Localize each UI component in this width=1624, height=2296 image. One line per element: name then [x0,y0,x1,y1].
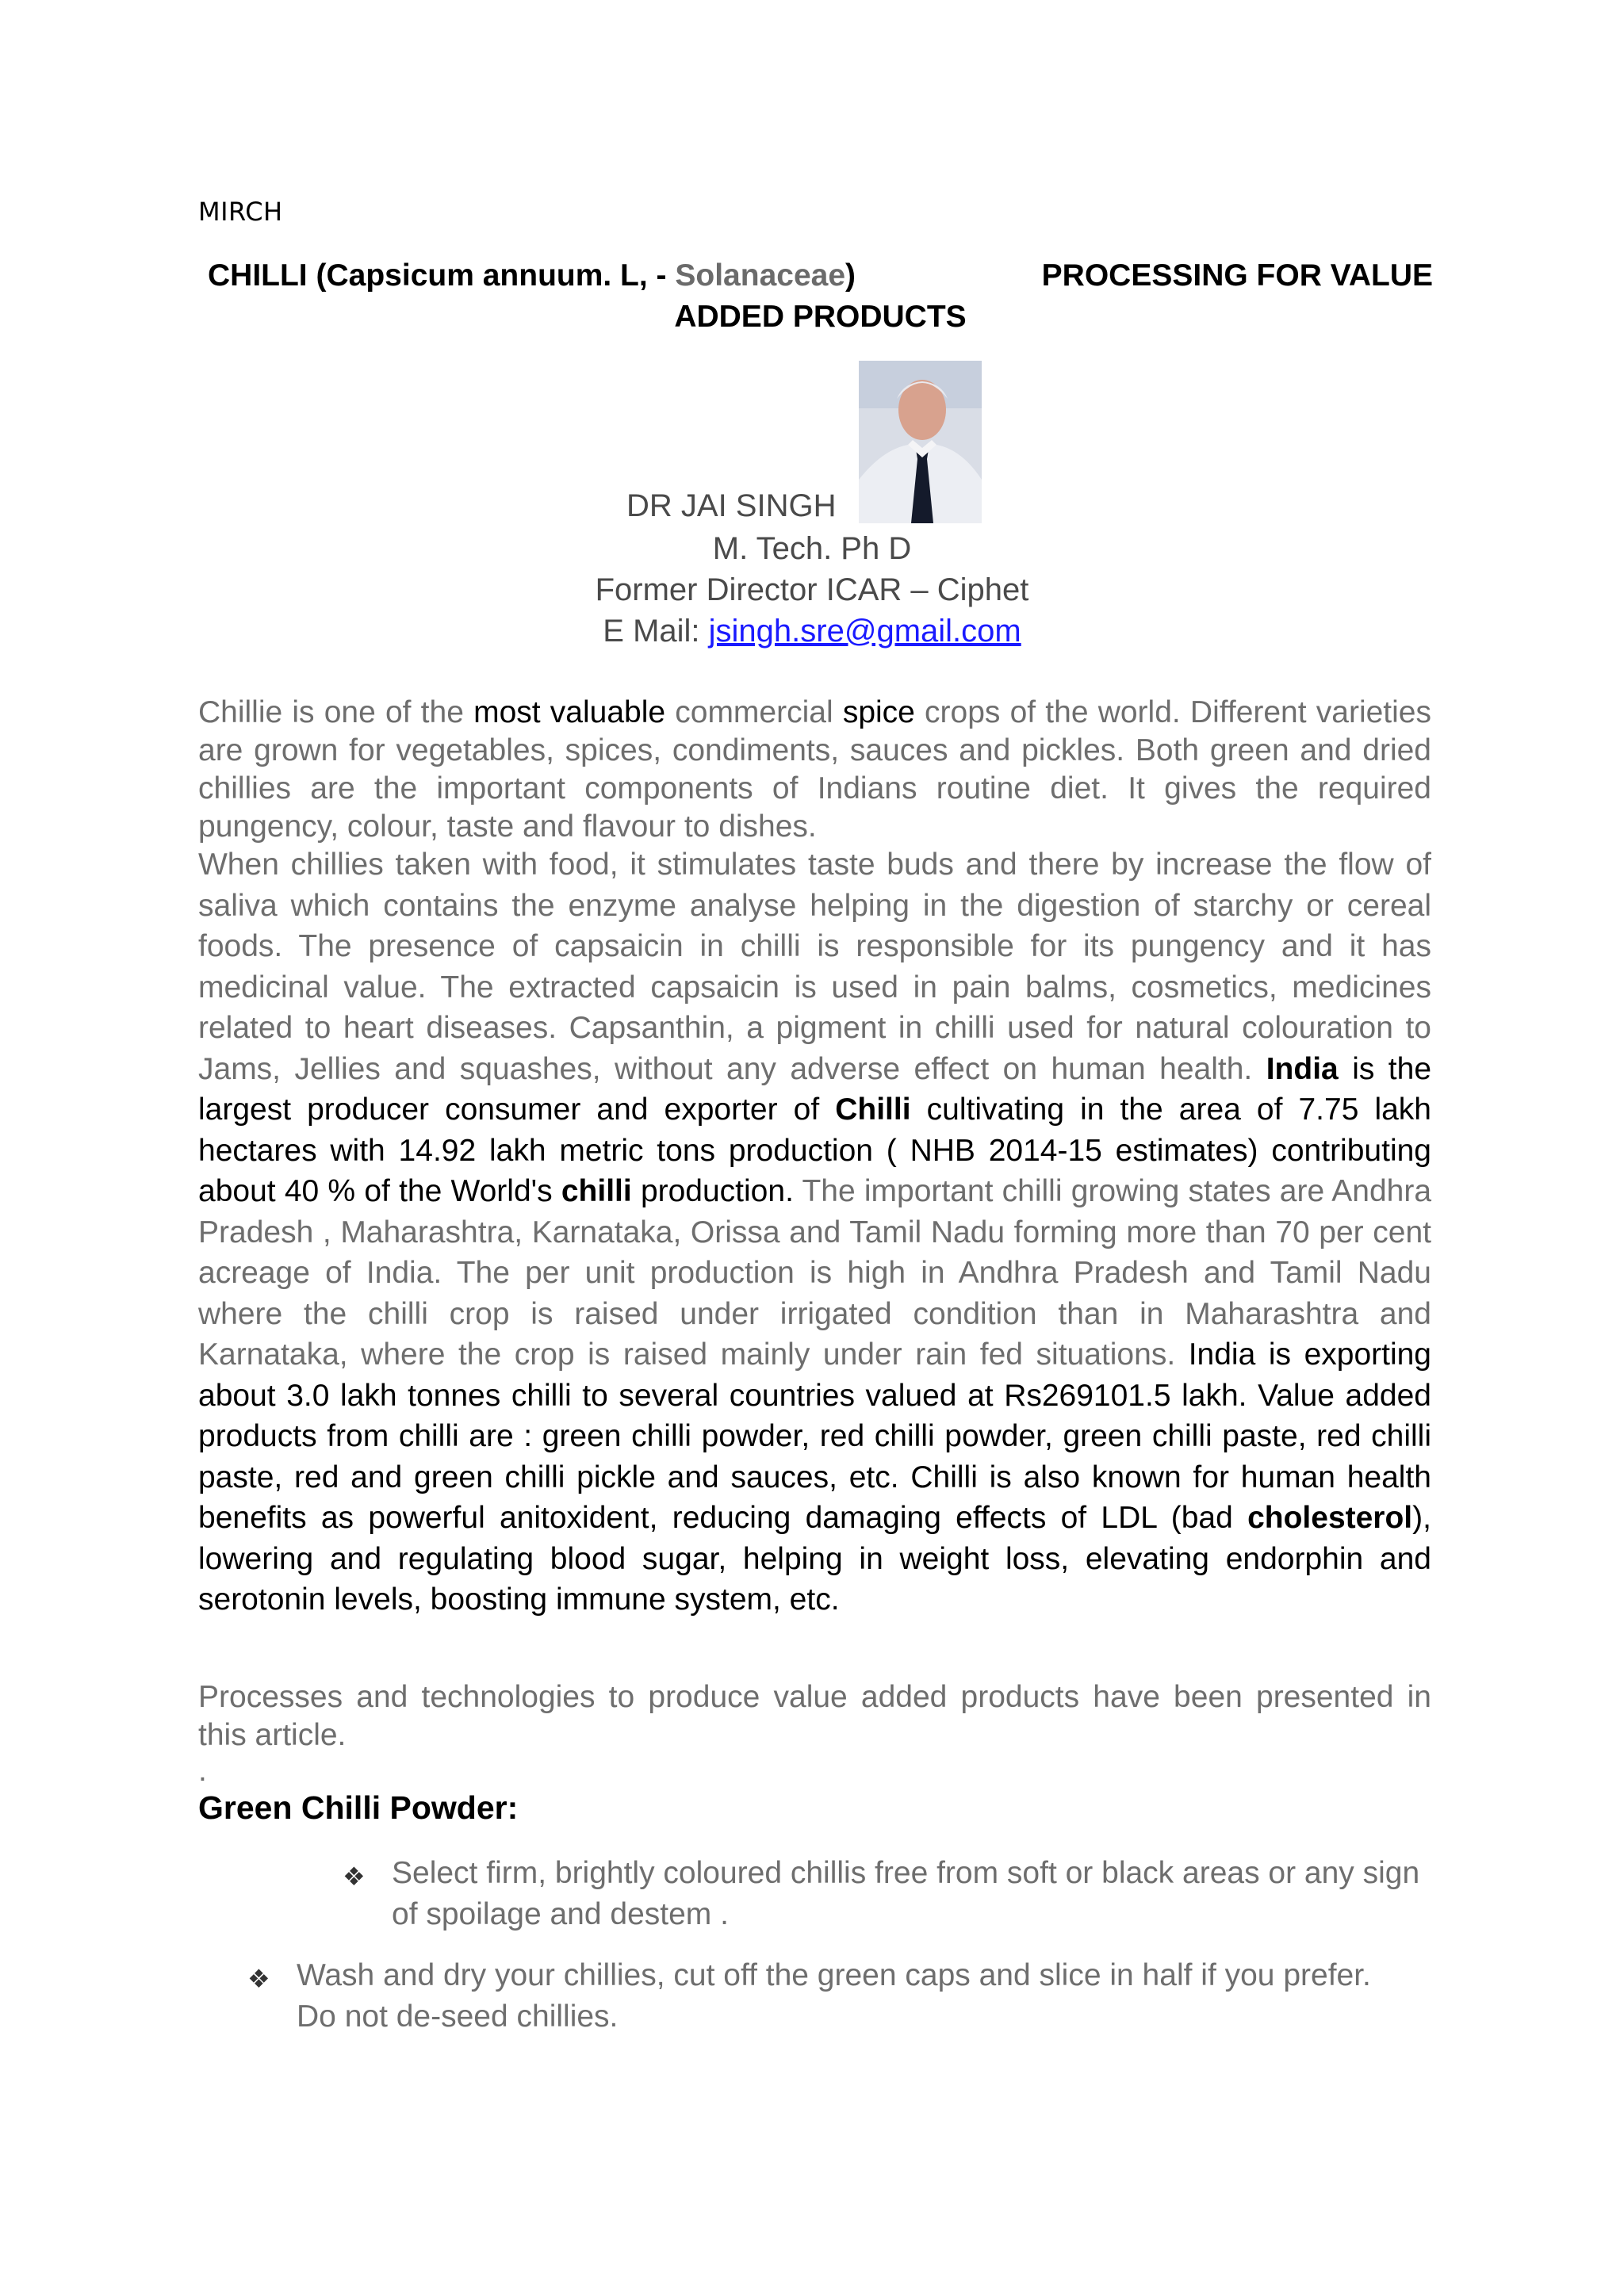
main-text-6: India is exporting about 3.0 lakh tonnes chilli to several countries valued at Rs269101.5 lakh. Value added products from chilli are : green chilli powder, red chilli powder, green chilli paste, red chilli paste, red and green chilli pickle and sauces, etc. Chilli is also known for human health benefits as powerful anitoxident, reducing damaging effects of LDL (bad [198,1337,1432,1535]
title-family: Solanaceae [675,258,846,293]
bullet-item [343,1853,1433,1935]
top-label: MIRCH [198,197,283,227]
title-right: PROCESSING FOR VALUE [1041,258,1433,293]
main-chilli: Chilli [835,1093,911,1127]
title-open-paren: ( [316,258,327,293]
title-left [208,255,856,297]
main-cholesterol: cholesterol [1247,1501,1413,1535]
document-title [208,255,1433,338]
title-line-two: ADDED PRODUCTS [674,300,967,334]
main-text-3: cultivating in the area of 7.75 lakh hectares with 14.92 lakh metric tons production ( NHB 2014-15 estimates) contributing about 40 % of the World's [198,1093,1431,1208]
author-name: DR JAI SINGH [626,488,837,523]
author-portrait-photo [859,361,982,523]
intro-text-2: most valuable [473,695,666,729]
title-species: Capsicum annuum. L, - [326,258,667,293]
bullet-text: Select firm, brightly coloured chillis free from soft or black areas or any sign of spoilage and destem . [392,1856,1420,1931]
main-text-4: production. [640,1174,794,1208]
email-label: E Mail: [603,614,700,649]
intro-text-1: Chillie is one of the [198,695,464,729]
main-paragraph [198,844,1431,1621]
section-heading: Green Chilli Powder: [198,1789,519,1826]
title-chilli: CHILLI [208,258,308,293]
intro-text-3: commercial [675,695,833,729]
author-degree: M. Tech. Ph D [712,531,912,566]
four-diamond-bullet-icon: ❖ [247,1965,270,1993]
author-email-line [0,610,1624,652]
main-india: India [1266,1051,1339,1086]
author-position: Former Director ICAR – Ciphet [595,572,1029,607]
intro-text-5: crops of the world. Different varieties are grown for vegetables, spices, condiments, sauces and pickles. Both green and dried chillies are the important components of Indians routine diet. It gives the required pungency, colour, taste and flavour to dishes. [198,695,1431,844]
closing-paragraph: Processes and technologies to produce value added products have been presented in this article. [198,1680,1431,1752]
bullet-item [247,1955,1373,2038]
title-close-paren: ) [845,258,856,293]
email-link[interactable]: jsingh.sre@gmail.com [708,614,1021,649]
intro-text-4: spice [842,695,915,729]
main-chilli-2: chilli [561,1174,632,1208]
intro-paragraph [198,694,1431,846]
four-diamond-bullet-icon: ❖ [343,1862,366,1891]
main-text-2: is the largest producer consumer and exporter of [198,1051,1432,1127]
stray-dot: . [198,1754,207,1788]
bullet-text: Wash and dry your chillies, cut off the green caps and slice in half if you prefer. Do not de-seed chillies. [297,1958,1371,2034]
main-text-5: The important chilli growing states are Andhra Pradesh , Maharashtra, Karnataka, Orissa and Tamil Nadu forming more than 70 per cent acreage of India. The per unit production is high in Andhra Pradesh and Tamil Nadu where the chilli crop is raised under irrigated condition than in Maharashtra and Karnataka, where the crop is raised mainly under rain fed situations. [198,1174,1432,1372]
main-text-7: ), lowering and regulating blood sugar, helping in weight loss, elevating endorphin and serotonin levels, boosting immune system, etc. [198,1501,1431,1617]
main-text-1: When chillies taken with food, it stimulates taste buds and there by increase the flow of saliva which contains the enzyme analyse helping in the digestion of starchy or cereal foods. The presence of capsaicin in chilli is responsible for its pungency and it has medicinal value. The extracted capsaicin is used in pain balms, cosmetics, medicines related to heart diseases. Capsanthin, a pigment in chilli used for natural colouration to Jams, Jellies and squashes, without any adverse effect on human health. [198,848,1431,1086]
portrait-graphic [859,361,982,523]
